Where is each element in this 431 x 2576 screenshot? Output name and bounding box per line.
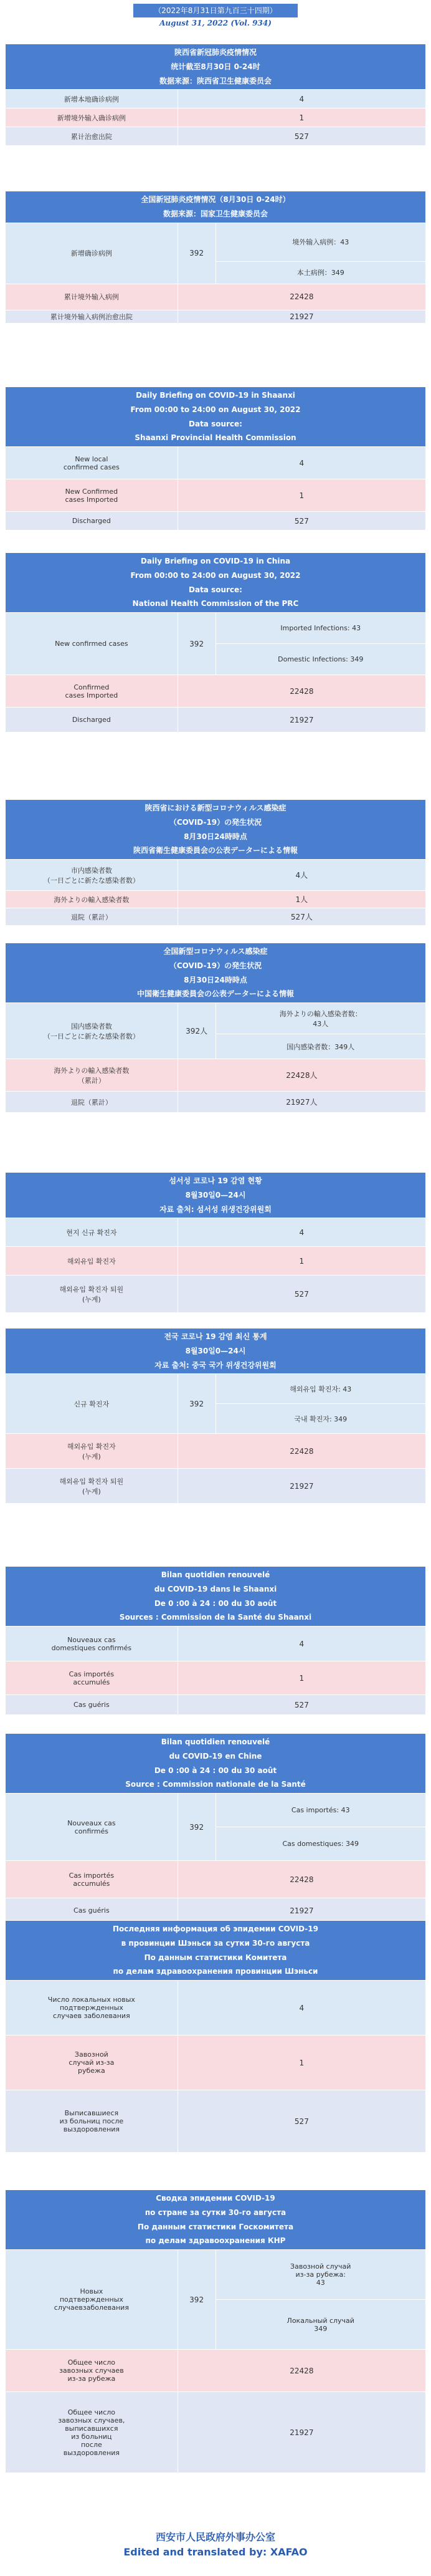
- title-line: 陕西省における新型コロナウィルス感染症: [144, 804, 287, 812]
- province-briefing-title: [6, 1173, 426, 1218]
- table-row: [6, 284, 426, 310]
- row-label: Cas guéris: [6, 1695, 178, 1715]
- table-row: [6, 1661, 426, 1695]
- table-row: [6, 2392, 426, 2473]
- row-value: 21927人: [178, 1092, 425, 1113]
- local-cases: Cas domestiques: 349: [215, 1827, 426, 1861]
- table-row: [6, 613, 426, 644]
- title-line: По данным статистики Госкомитета: [137, 2222, 294, 2231]
- national-briefing-title: [6, 1734, 426, 1794]
- province-briefing-title: [6, 1921, 426, 1981]
- row-label: Cas importés accumulés: [6, 1861, 178, 1898]
- row-label: 累计境外输入病例: [6, 284, 178, 310]
- imported-cases: 海外よりの輸入感染者数： 43人: [215, 1003, 426, 1034]
- row-label: 해외유입 확진자 퇴원 (누계): [6, 1276, 178, 1313]
- row-label: 累计治愈出院: [6, 127, 178, 146]
- title-line: Bilan quotidien renouvelé: [161, 1570, 270, 1579]
- table-row: [6, 2090, 426, 2153]
- local-cases: Domestic Infections: 349: [215, 644, 426, 675]
- row-value: 1人: [178, 891, 425, 908]
- row-value: 1: [178, 2035, 425, 2090]
- new-cases-total: 392: [178, 613, 215, 675]
- table-row: [6, 2035, 426, 2090]
- table-row: [6, 1092, 426, 1113]
- province-briefing-ja_zh: [5, 44, 426, 146]
- new-cases-label: 신규 확진자: [6, 1374, 178, 1434]
- table-row: [6, 1218, 426, 1247]
- row-value: 4: [178, 1627, 425, 1661]
- table-row: [6, 1695, 426, 1715]
- local-cases: 国内感染者数：349人: [215, 1034, 426, 1059]
- row-label: 해외유입 확진자 (누계): [6, 1434, 178, 1469]
- row-value: 21927: [178, 1898, 425, 1923]
- title-line: 全国新型コロナウィルス感染症: [163, 947, 268, 956]
- title-line: du COVID-19 dans le Shaanxi: [154, 1584, 277, 1593]
- title-line: Sources : Commission de la Santé du Shaanxi: [119, 1613, 312, 1622]
- national-briefing-fr: [5, 1733, 426, 1923]
- table-row: [6, 512, 426, 531]
- row-value: 22428: [178, 284, 425, 310]
- row-value: 4人: [178, 860, 425, 891]
- table-row: [6, 447, 426, 479]
- imported-cases: Cas importés: 43: [215, 1794, 426, 1827]
- table-row: [6, 1794, 426, 1827]
- table-row: [6, 1898, 426, 1923]
- national-briefing-title: [6, 2190, 426, 2250]
- national-briefing-title: [6, 553, 426, 613]
- title-line: по стране за сутки 30-го августа: [144, 2208, 287, 2217]
- title-line: 中国衛生健康委員会の公表データーによる情報: [136, 989, 294, 999]
- table-row: [6, 310, 426, 323]
- row-label: 新增境外输入确诊病例: [6, 108, 178, 127]
- new-cases-total: 392: [178, 1374, 215, 1434]
- title-line: From 00:00 to 24:00 on August 30, 2022: [130, 570, 301, 580]
- issue-banner: （2022年8月31日第九百三十四期）: [133, 4, 298, 17]
- national-briefing-ja_zh: [5, 191, 426, 324]
- title-line: Daily Briefing on COVID-19 in China: [140, 557, 291, 565]
- footer-credit: Edited and translated by: XAFAO: [123, 2546, 308, 2558]
- title-line: De 0 :00 à 24 : 00 du 30 août: [154, 1766, 277, 1775]
- province-briefing-en: [5, 387, 426, 531]
- imported-cases: 해외유입 확진자: 43: [215, 1374, 426, 1404]
- imported-cases: Imported Infections: 43: [215, 613, 426, 644]
- row-label: 退院（累計）: [6, 1092, 178, 1113]
- title-line: Source : Commission nationale de la Santé: [125, 1780, 306, 1789]
- national-briefing-en: [5, 552, 426, 733]
- table-row: [6, 2250, 426, 2300]
- row-label: 해외유입 확진자 퇴원 (누계): [6, 1469, 178, 1504]
- row-label: 海外よりの輸入感染者数 （累計）: [6, 1059, 178, 1092]
- row-value: 21927: [178, 708, 425, 733]
- table-row: [6, 1374, 426, 1404]
- title-line: Data source:: [189, 585, 242, 594]
- title-line: 陕西省新冠肺炎疫情情况: [174, 48, 257, 57]
- title-line: Data source:: [189, 419, 242, 428]
- province-briefing-title: [6, 387, 426, 447]
- row-label: Выписавшиеся из больниц после выздоровления: [6, 2090, 178, 2153]
- row-label: Cas importés accumulés: [6, 1661, 178, 1695]
- row-label: Завозной случай из-за рубежа: [6, 2035, 178, 2090]
- title-line: Сводка эпидемии COVID-19: [156, 2194, 275, 2203]
- national-briefing-title: [6, 943, 426, 1003]
- table-row: [6, 1861, 426, 1898]
- local-cases: 本土病例：349: [215, 261, 426, 284]
- table-row: [6, 708, 426, 733]
- row-value: 1: [178, 479, 425, 512]
- province-briefing-title: [6, 1567, 426, 1627]
- table-row: [6, 1434, 426, 1469]
- title-line: Daily Briefing on COVID-19 in Shaanxi: [136, 391, 295, 400]
- row-label: New local confirmed cases: [6, 447, 178, 479]
- table-row: [6, 223, 426, 261]
- table-row: [6, 1247, 426, 1276]
- table-row: [6, 1469, 426, 1504]
- title-line: по делам здравоохранения провинции Шэньси: [113, 1967, 318, 1976]
- title-line: Bilan quotidien renouvelé: [161, 1737, 270, 1746]
- title-line: Shaanxi Provincial Health Commission: [135, 433, 296, 443]
- row-value: 22428: [178, 1861, 425, 1898]
- imported-cases: 境外输入病例：43: [215, 223, 426, 261]
- row-label: 현지 신규 확진자: [6, 1218, 178, 1247]
- row-value: 22428: [178, 1434, 425, 1469]
- title-line: в провинции Шэньси за сутки 30-го августа: [121, 1938, 310, 1948]
- row-label: Cas guéris: [6, 1898, 178, 1923]
- row-value: 4: [178, 447, 425, 479]
- title-line: 8월30일0—24시: [185, 1346, 246, 1355]
- row-label: Общее число завозных случаев, выписавшихся из больниц после выздоровления: [6, 2392, 178, 2473]
- title-line: du COVID-19 en Chine: [169, 1751, 262, 1761]
- row-value: 527: [178, 2090, 425, 2153]
- title-line: 자료 출처: 섬서성 위생건강위원회: [159, 1204, 272, 1214]
- row-value: 22428: [178, 2350, 425, 2392]
- title-line: 8月30日24時時点: [184, 832, 247, 841]
- new-cases-label: 国内感染者数 （一日ごとに新たな感染者数）: [6, 1003, 178, 1059]
- table-row: [6, 127, 426, 146]
- title-line: 全国新冠肺炎疫情情况（8月30日 0-24时）: [141, 195, 290, 204]
- table-row: [6, 2350, 426, 2392]
- title-line: （COVID-19）の発生状況: [169, 961, 262, 970]
- row-label: New Confirmed cases Imported: [6, 479, 178, 512]
- title-line: 8월30일0—24시: [185, 1190, 246, 1199]
- row-value: 4: [178, 1981, 425, 2035]
- new-cases-total: 392人: [178, 1003, 215, 1059]
- row-value: 527: [178, 1695, 425, 1715]
- title-line: De 0 :00 à 24 : 00 du 30 août: [154, 1598, 277, 1608]
- issue-date-line: August 31, 2022 (Vol. 934): [159, 19, 272, 27]
- new-cases-total: 392: [178, 2250, 215, 2350]
- title-line: From 00:00 to 24:00 on August 30, 2022: [130, 405, 301, 414]
- province-briefing-ru: [5, 1920, 426, 2153]
- table-row: [6, 908, 426, 926]
- national-briefing-ru: [5, 2189, 426, 2473]
- title-line: 전국 코로나 19 감염 최신 통계: [164, 1332, 267, 1341]
- title-line: Последняя информация об эпидемии COVID-19: [113, 1925, 318, 1933]
- row-value: 21927: [178, 310, 425, 323]
- table-row: [6, 108, 426, 127]
- row-label: Confirmed cases Imported: [6, 675, 178, 708]
- local-cases: Локальный случай 349: [215, 2300, 426, 2350]
- title-line: 陕西省衛生健康委員会の公表データーによる情報: [133, 846, 298, 855]
- footer-org: 西安市人民政府外事办公室: [155, 2531, 275, 2543]
- province-briefing-title: [6, 44, 426, 90]
- row-value: 527: [178, 1276, 425, 1313]
- table-row: [6, 1276, 426, 1313]
- row-label: 海外よりの輸入感染者数: [6, 891, 178, 908]
- new-cases-label: Новых подтвержденных случаевзаболевания: [6, 2250, 178, 2350]
- title-line: 统计截至8月30日 0-24时: [171, 62, 260, 71]
- table-row: [6, 479, 426, 512]
- table-row: [6, 891, 426, 908]
- row-value: 21927: [178, 2392, 425, 2473]
- table-row: [6, 1627, 426, 1661]
- title-line: По данным статистики Комитета: [144, 1953, 287, 1962]
- title-line: по делам здравоохранения КНР: [145, 2236, 286, 2246]
- row-value: 21927: [178, 1469, 425, 1504]
- table-row: [6, 860, 426, 891]
- row-value: 527: [178, 127, 425, 146]
- row-label: 해외유입 확진자: [6, 1247, 178, 1276]
- new-cases-total: 392: [178, 223, 215, 284]
- province-briefing-ja: [5, 799, 426, 926]
- table-row: [6, 90, 426, 108]
- new-cases-label: Nouveaux cas confirmés: [6, 1794, 178, 1861]
- row-label: Discharged: [6, 512, 178, 531]
- province-briefing-ko: [5, 1172, 426, 1313]
- national-briefing-ko: [5, 1328, 426, 1504]
- row-label: Discharged: [6, 708, 178, 733]
- table-row: [6, 1981, 426, 2035]
- title-line: 数据来源：陕西省卫生健康委员会: [159, 76, 272, 85]
- province-briefing-fr: [5, 1566, 426, 1715]
- row-value: 22428: [178, 675, 425, 708]
- row-value: 527: [178, 512, 425, 531]
- imported-cases: Завозной случай из-за рубежа: 43: [215, 2250, 426, 2300]
- row-label: 新增本地确诊病例: [6, 90, 178, 108]
- row-label: 累计境外输入病例治愈出院: [6, 310, 178, 323]
- title-line: 섬서성 코로나 19 감염 현황: [169, 1176, 262, 1185]
- table-row: [6, 1003, 426, 1034]
- row-value: 1: [178, 1661, 425, 1695]
- local-cases: 국내 확진자: 349: [215, 1404, 426, 1434]
- row-value: 4: [178, 90, 425, 108]
- footer: [0, 2530, 431, 2560]
- new-cases-total: 392: [178, 1794, 215, 1861]
- table-row: [6, 1059, 426, 1092]
- row-value: 1: [178, 1247, 425, 1276]
- row-label: Общее число завозных случаев из-за рубежа: [6, 2350, 178, 2392]
- table-row: [6, 675, 426, 708]
- row-value: 4: [178, 1218, 425, 1247]
- row-value: 1: [178, 108, 425, 127]
- row-value: 527人: [178, 908, 425, 926]
- row-value: 22428人: [178, 1059, 425, 1092]
- title-line: National Health Commission of the PRC: [132, 599, 299, 608]
- title-line: （COVID-19）の発生状況: [169, 817, 262, 827]
- national-briefing-title: [6, 191, 426, 223]
- title-line: 8月30日24時時点: [184, 975, 247, 984]
- province-briefing-title: [6, 800, 426, 860]
- new-cases-label: 新增确诊病例: [6, 223, 178, 284]
- title-line: 数据来源：国家卫生健康委员会: [163, 209, 268, 218]
- new-cases-label: New confirmed cases: [6, 613, 178, 675]
- national-briefing-title: [6, 1329, 426, 1374]
- row-label: Число локальных новых подтвержденных случаев заболевания: [6, 1981, 178, 2035]
- row-label: 市内感染者数 （一日ごとに新たな感染者数）: [6, 860, 178, 891]
- row-label: 退院（累計）: [6, 908, 178, 926]
- row-label: Nouveaux cas domestiques confirmés: [6, 1627, 178, 1661]
- title-line: 자료 출처: 중국 국가 위생건강위원회: [154, 1360, 277, 1370]
- national-briefing-ja: [5, 943, 426, 1113]
